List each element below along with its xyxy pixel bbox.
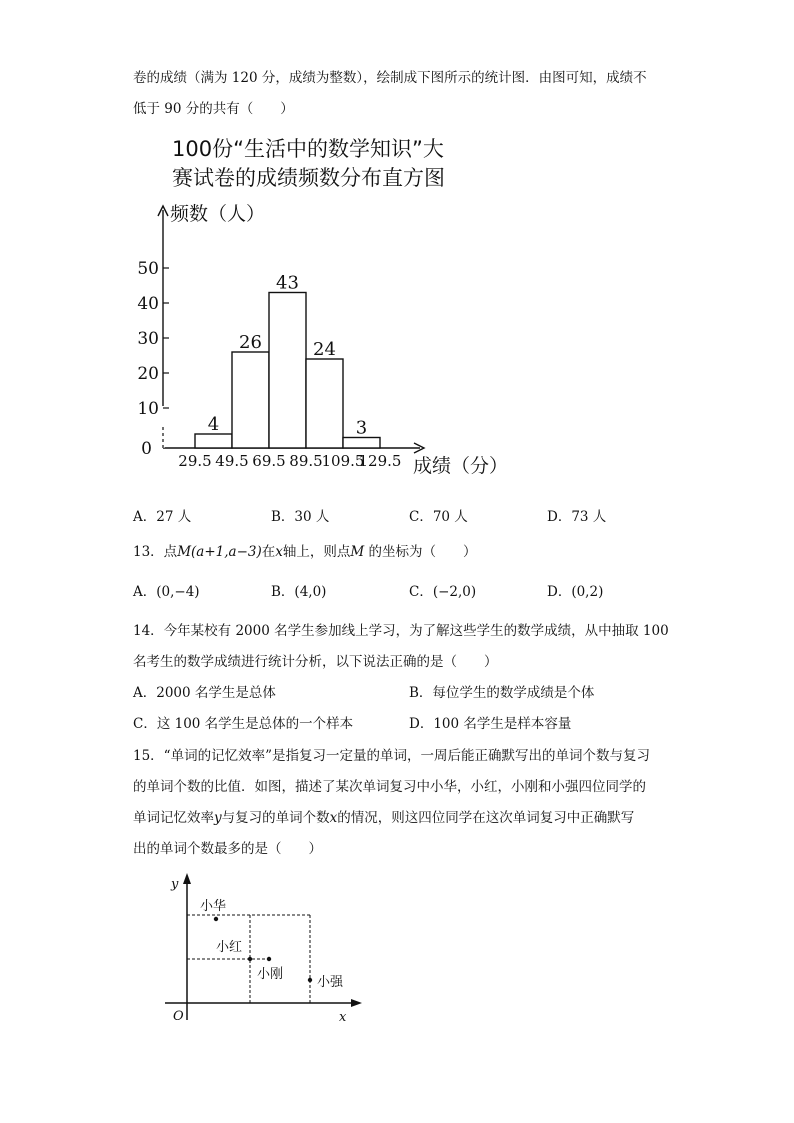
q15-line-3a: 单词记忆效率 [133,810,214,826]
point-xiaohua [214,917,218,921]
chart-title-line-1: 100份“生活中的数学知识”大 [172,137,444,161]
point-xiaoqiang [308,978,312,982]
memory-efficiency-graph [165,870,405,1030]
option-b[interactable]: B．30 人 [271,509,330,525]
question-13 [133,540,476,560]
x-tick-label: 49.5 [215,452,249,470]
chart-title-line-2: 赛试卷的成绩频数分布直方图 [172,166,445,190]
histogram-bar [195,434,232,448]
q13-option-c-value: (−2,0) [432,584,477,600]
x-tick-label: 29.5 [178,452,212,470]
bar-value-label: 3 [355,417,368,439]
label-xiaohong: 小红 [216,940,243,955]
intro-line-2: 低于 90 分的共有（ ） [133,101,294,117]
q13-option-b[interactable] [271,580,326,600]
option-a[interactable]: A．27 人 [133,509,192,525]
x-tick-label: 109.5 [321,452,365,470]
q13-option-c[interactable] [409,580,476,600]
graph-y-arrow [183,873,191,884]
option-c[interactable]: C．70 人 [409,509,468,525]
q15-line-4: 出的单词个数最多的是（ ） [133,841,322,857]
q13-option-c-label: C． [409,584,433,600]
histogram-bar [269,293,306,449]
bar-value-label: 24 [313,339,336,360]
y-tick-label: 40 [137,294,159,314]
histogram-chart [130,132,530,482]
q15-line-2: 的单词个数的比值．如图，描述了某次单词复习中小华，小红，小刚和小强四位同学的 [133,779,646,795]
point-xiaogang [267,957,271,961]
y-tick-label: 30 [137,329,159,349]
q13-option-b-value: (4,0) [294,584,327,600]
graph-x-arrow [351,999,362,1007]
q15-line-3 [133,806,634,826]
q13-option-d-label: D． [547,584,572,600]
q14-line-1: 14．今年某校有 2000 名学生参加线上学习，为了解这些学生的数学成绩，从中抽取 100 [133,623,669,639]
x-axis-label: 成绩（分） [413,455,509,477]
q13-axis-var: x [275,544,283,560]
label-xiaogang: 小刚 [257,967,284,982]
bar-value-label: 26 [239,332,262,353]
point-xiaohong [248,957,252,961]
q13-suffix: 轴上，则点 [282,544,351,560]
y-tick-label: 10 [137,399,159,419]
label-xiaoqiang: 小强 [317,975,344,990]
x-tick-label: 129.5 [358,452,402,470]
x-tick-label: 69.5 [252,452,286,470]
q13-option-a[interactable] [133,580,200,600]
q15-line-3-y: y [214,810,222,826]
histogram-bar [306,359,343,448]
y-tick-label: 20 [137,364,159,384]
graph-origin-label: O [173,1009,184,1024]
q14-option-a[interactable]: A．2000 名学生是总体 [133,685,276,701]
q13-middle: 在 [261,544,276,560]
label-xiaohua: 小华 [200,899,227,914]
q13-option-d-value: (0,2) [571,584,604,600]
origin-label: 0 [141,439,152,459]
q15-line-3b: 与复习的单词个数 [221,810,330,826]
bar-value-label: 43 [276,272,299,294]
q13-point-name: M [350,544,365,560]
bar-value-label: 4 [207,414,220,435]
intro-line-1: 卷的成绩（满为 120 分，成绩为整数），绘制成下图所示的统计图．由图可知，成绩不 [133,70,647,86]
q14-line-2: 名考生的数学成绩进行统计分析，以下说法正确的是（ ） [133,654,498,670]
graph-y-label: y [171,877,179,892]
histogram-bar [343,438,380,449]
option-d[interactable]: D．73 人 [547,509,607,525]
y-tick-label: 50 [137,259,159,279]
q13-option-a-value: (0,−4) [156,584,200,600]
q13-option-d[interactable] [547,580,603,600]
q13-option-b-label: B． [271,584,295,600]
q14-option-d[interactable]: D．100 名学生是样本容量 [409,716,572,732]
q15-line-1: 15．“单词的记忆效率”是指复习一定量的单词，一周后能正确默写出的单词个数与复习 [133,748,650,764]
y-axis-label: 频数（人） [170,203,266,225]
q14-option-b[interactable]: B．每位学生的数学成绩是个体 [409,685,595,701]
q14-option-c[interactable]: C．这 100 名学生是总体的一个样本 [133,716,354,732]
q15-line-3-x: x [329,810,338,826]
graph-x-label: x [339,1010,347,1025]
q13-end: 的坐标为（ ） [364,544,477,560]
q13-option-a-label: A． [133,584,157,600]
x-tick-label: 89.5 [289,452,323,470]
q13-point: M(a+1,a−3) [177,544,262,560]
histogram-bar [232,352,269,448]
q15-line-3c: 的情况，则这四位同学在这次单词复习中正确默写 [337,810,635,826]
q13-prefix: 13．点 [133,544,178,560]
